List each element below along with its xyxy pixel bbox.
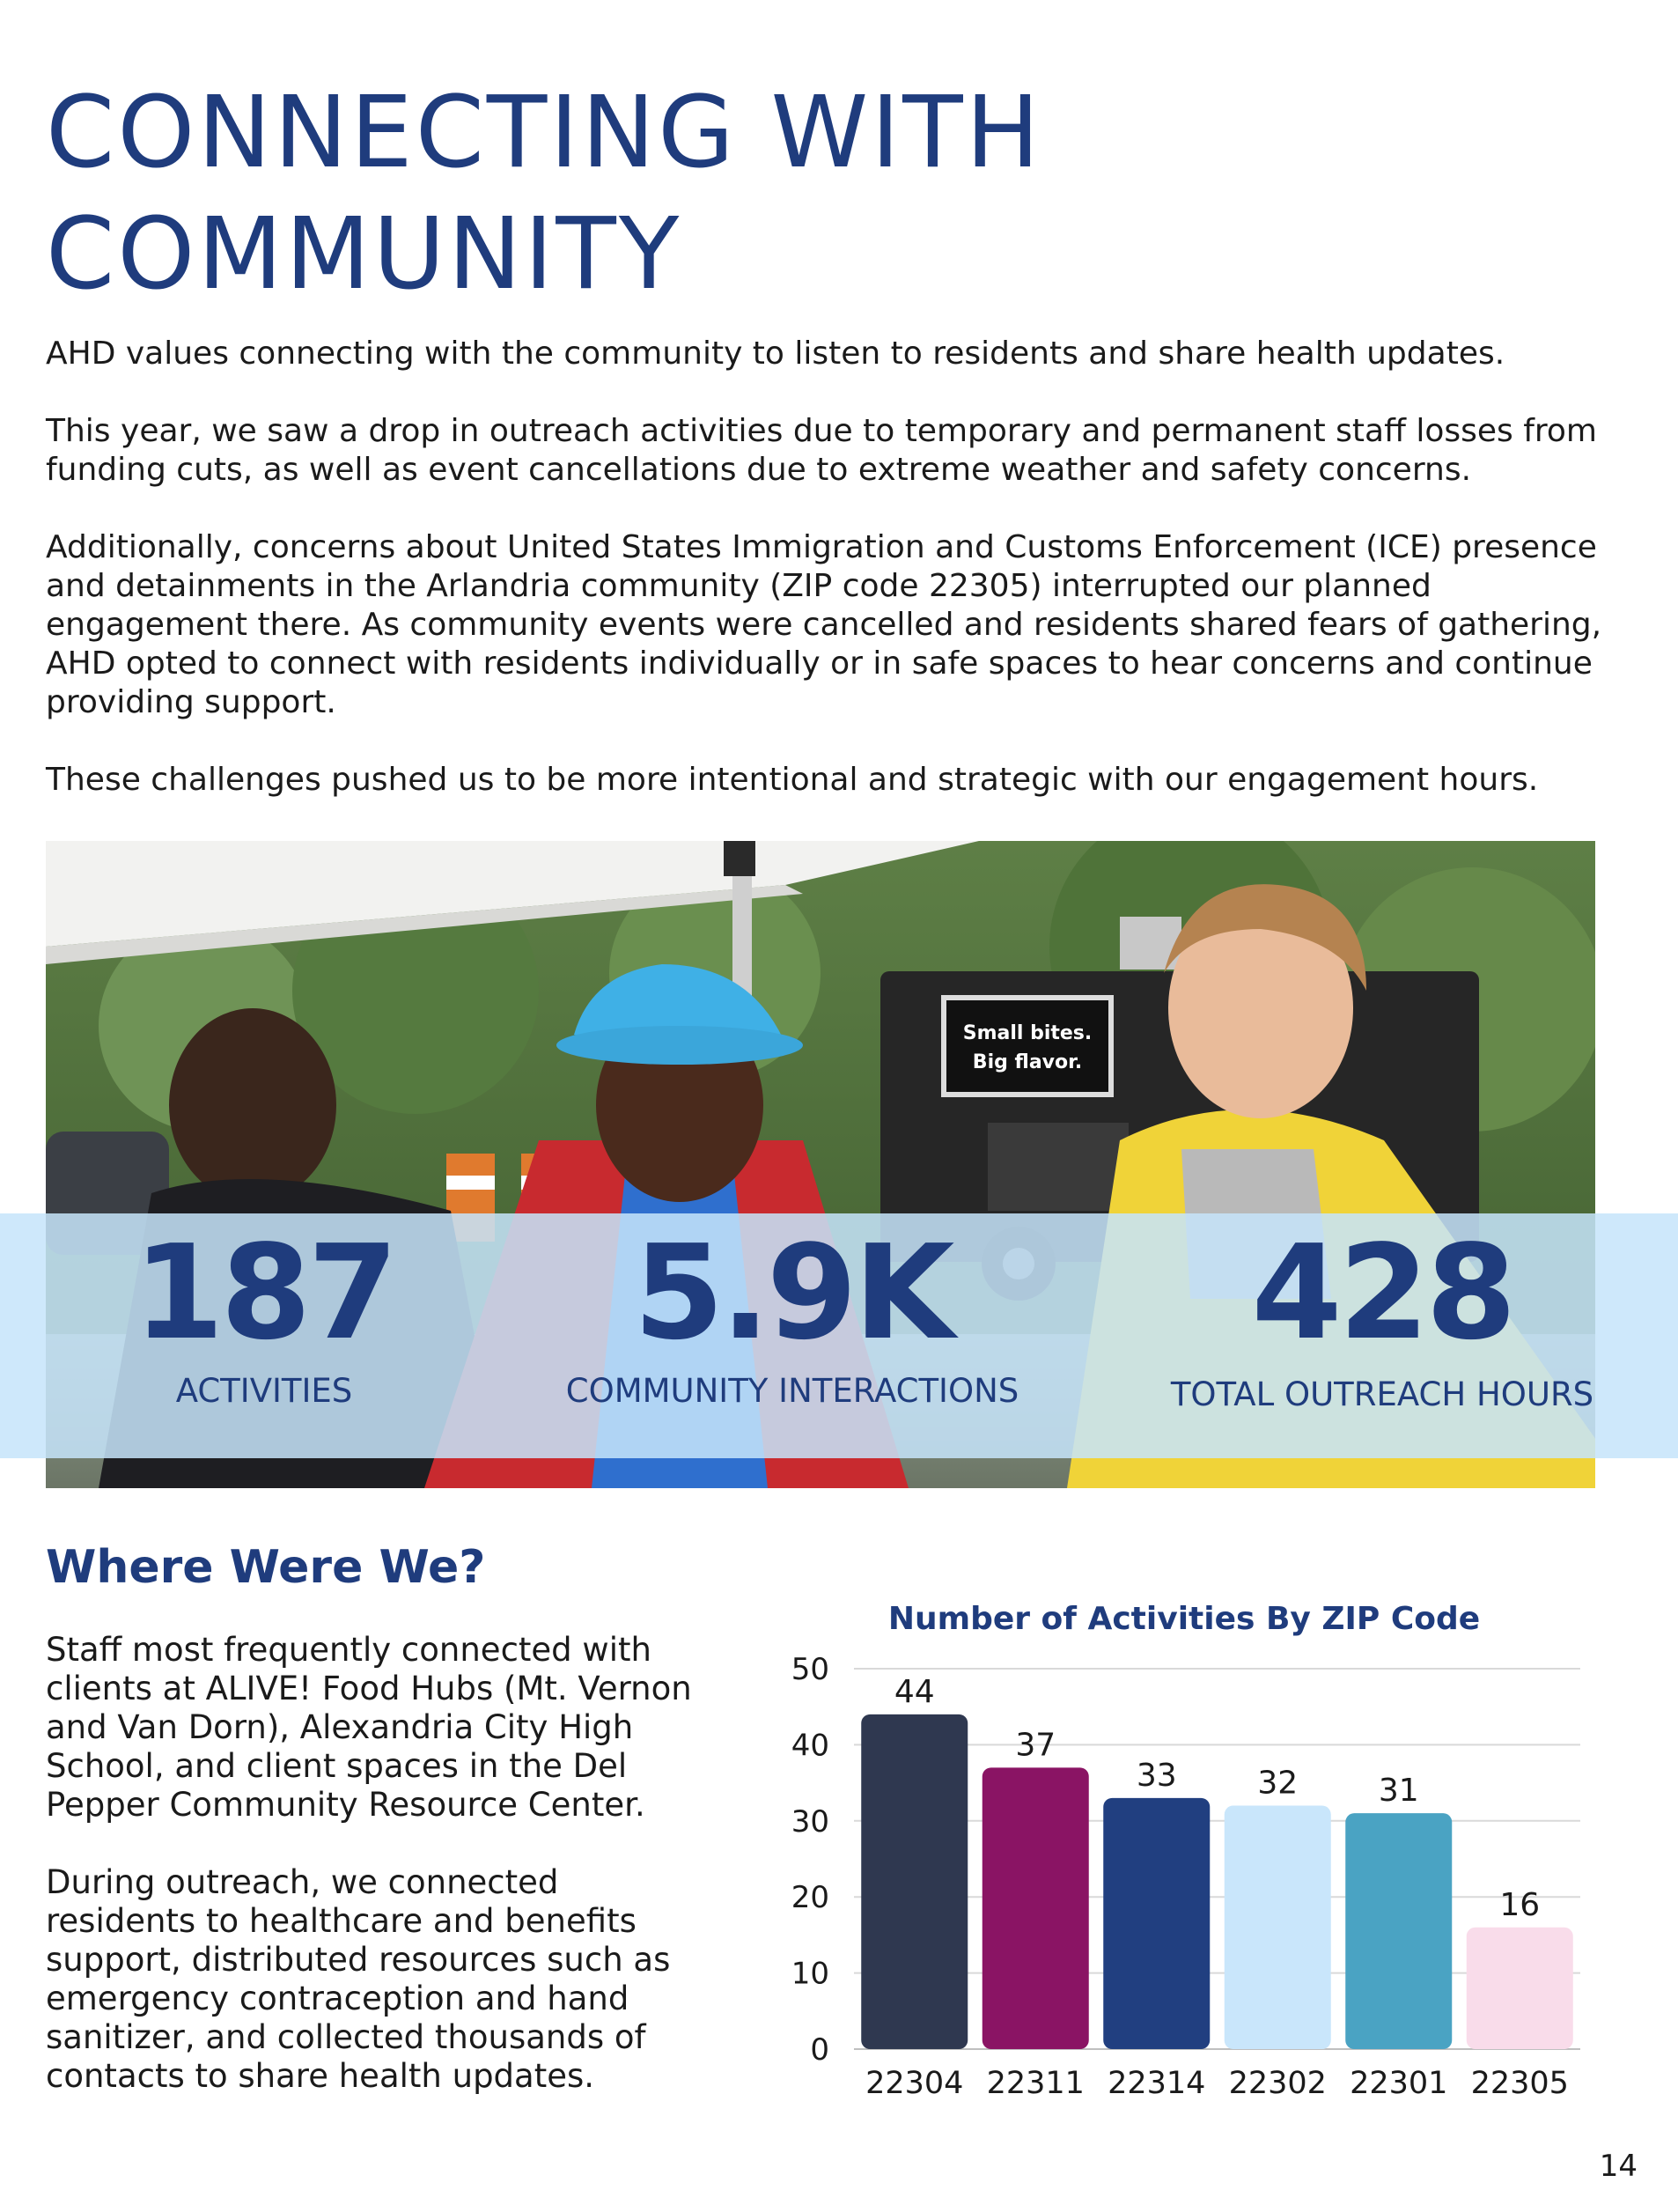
bar-22304 — [861, 1714, 968, 2049]
x-tick-label: 22311 — [986, 2066, 1085, 2101]
x-tick-label: 22314 — [1108, 2066, 1206, 2101]
y-tick-label: 50 — [792, 1652, 829, 1687]
chart-title: Number of Activities By ZIP Code — [887, 1601, 1481, 1637]
bar-22314 — [1103, 1798, 1210, 2049]
y-tick-label: 0 — [810, 2032, 829, 2068]
bar-value-label: 44 — [894, 1673, 935, 1710]
y-tick-label: 10 — [792, 1956, 829, 1992]
bar-22305 — [1467, 1928, 1573, 2049]
stat-activities — [132, 1213, 396, 1411]
x-tick-label: 22302 — [1228, 2066, 1327, 2101]
stat-total-outreach-hours — [1153, 1213, 1611, 1414]
page-title-line-1: CONNECTING WITH — [46, 76, 1042, 190]
stat-value: 5.9K — [633, 1217, 952, 1368]
bar-value-label: 37 — [1015, 1727, 1056, 1764]
bar-value-label: 33 — [1136, 1757, 1177, 1794]
intro-paragraph-4: These challenges pushed us to be more intentional and strategic with our engagement hours. — [46, 762, 1539, 798]
stat-value: 187 — [133, 1217, 395, 1368]
page-number: 14 — [1599, 2149, 1638, 2184]
page-title-line-2: COMMUNITY — [46, 197, 682, 312]
stat-value: 428 — [1251, 1217, 1513, 1368]
x-tick-label: 22301 — [1350, 2066, 1448, 2101]
x-tick-label: 22305 — [1470, 2066, 1569, 2101]
intro-paragraph-1: AHD values connecting with the community to listen to residents and share health updates. — [46, 335, 1505, 372]
bar-value-label: 32 — [1257, 1765, 1299, 1802]
bar-value-label: 16 — [1499, 1886, 1541, 1923]
x-tick-label: 22304 — [865, 2066, 964, 2101]
stat-label: COMMUNITY INTERACTIONS — [565, 1372, 1019, 1410]
y-tick-label: 20 — [792, 1880, 829, 1916]
where-heading: Where Were We? — [46, 1541, 486, 1594]
truck-sign-line-1: Small bites. — [962, 1022, 1093, 1044]
page-title — [46, 72, 1366, 315]
y-tick-label: 40 — [792, 1728, 829, 1764]
stat-label: TOTAL OUTREACH HOURS — [1170, 1375, 1594, 1413]
stats-band — [0, 1213, 1678, 1458]
bar-22301 — [1345, 1813, 1452, 2049]
stat-community-interactions — [546, 1213, 1039, 1411]
intro-paragraph-2: This year, we saw a drop in outreach activities due to temporary and permanent staff losses from funding cuts, as well as event cancellations due to extreme weather and safety concerns. — [46, 413, 1597, 488]
truck-sign-line-2: Big flavor. — [972, 1051, 1083, 1073]
zip-code-bar-chart — [792, 1585, 1602, 2113]
stat-label: ACTIVITIES — [175, 1372, 353, 1410]
bar-22302 — [1225, 1806, 1331, 2049]
chart-svg — [792, 1585, 1602, 2113]
bar-22311 — [983, 1767, 1089, 2049]
where-text — [46, 1631, 715, 2135]
where-paragraph-1: Staff most frequently connected with clients at ALIVE! Food Hubs (Mt. Vernon and Van Dorn), Alexandria City High School, and client spaces in the Del Pepper Community Resource Center. — [46, 1631, 692, 1824]
y-tick-label: 30 — [792, 1803, 829, 1840]
bar-value-label: 31 — [1378, 1773, 1419, 1810]
intro-paragraph-3: Additionally, concerns about United States Immigration and Customs Enforcement (ICE) presence and detainments in the Arlandria community (ZIP code 22305) interrupted our planned engagement there. As community events were cancelled and residents shared fears of gathering, AHD opted to connect with residents individually or in safe spaces to hear concerns and continue providing support. — [46, 529, 1602, 720]
where-paragraph-2: During outreach, we connected residents to healthcare and benefits support, distributed resources such as emergency contraception and hand sanitizer, and collected thousands of contacts to share health updates. — [46, 1863, 671, 2095]
intro-text — [46, 335, 1630, 838]
